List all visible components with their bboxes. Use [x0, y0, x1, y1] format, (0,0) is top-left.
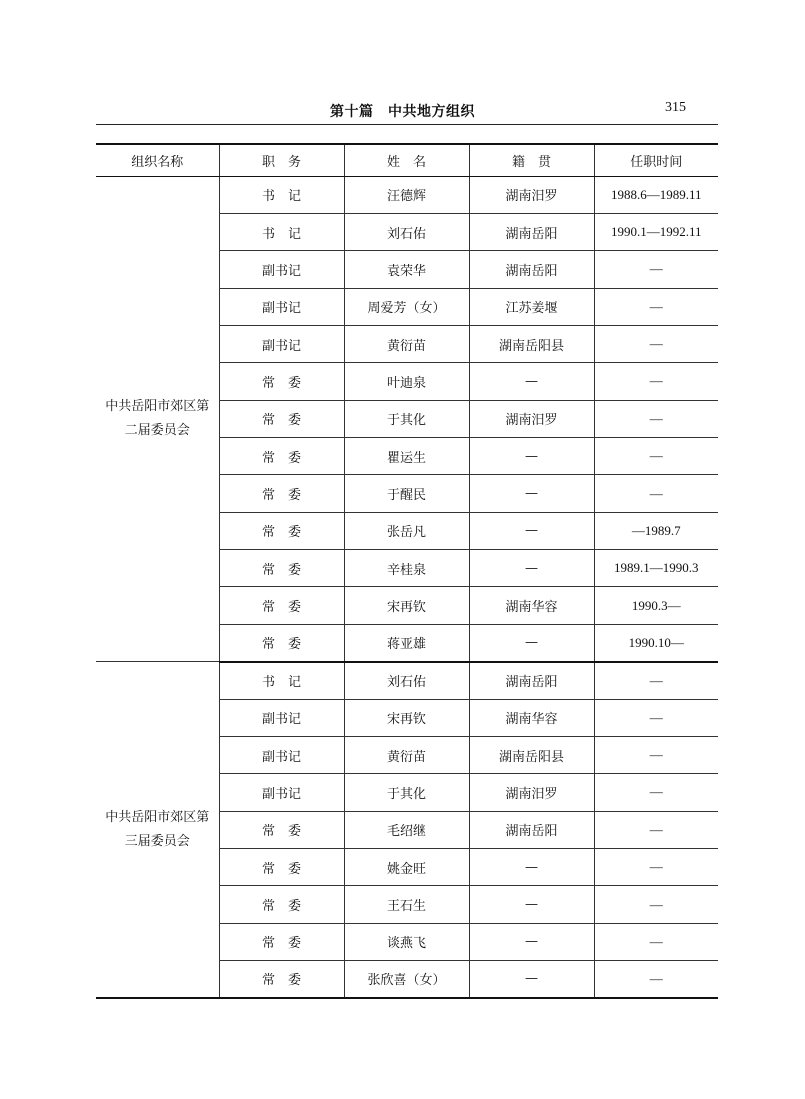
- term-cell: —: [594, 699, 718, 736]
- native-place-cell: 湖南汨罗: [469, 774, 594, 811]
- native-place-cell: 湖南汨罗: [469, 176, 594, 213]
- native-place-cell: —: [469, 961, 594, 998]
- term-cell: —: [594, 923, 718, 960]
- native-place-cell: —: [469, 923, 594, 960]
- column-header-term: 任职时间: [594, 144, 718, 176]
- org-name-cell: 中共岳阳市郊区第二届委员会: [96, 176, 219, 662]
- term-cell: —: [594, 886, 718, 923]
- term-cell: 1990.3—: [594, 587, 718, 624]
- position-cell: 常 委: [219, 923, 344, 960]
- name-cell: 汪德辉: [344, 176, 469, 213]
- name-cell: 宋再钦: [344, 699, 469, 736]
- table-row: [96, 176, 718, 213]
- term-cell: —: [594, 961, 718, 998]
- name-cell: 宋再钦: [344, 587, 469, 624]
- position-cell: 副书记: [219, 774, 344, 811]
- position-cell: 副书记: [219, 288, 344, 325]
- name-cell: 袁荣华: [344, 251, 469, 288]
- position-cell: 副书记: [219, 699, 344, 736]
- name-cell: 谈燕飞: [344, 923, 469, 960]
- position-cell: 书 记: [219, 176, 344, 213]
- position-cell: 常 委: [219, 400, 344, 437]
- column-header-name: 姓 名: [344, 144, 469, 176]
- position-cell: 书 记: [219, 662, 344, 699]
- page-number: 315: [665, 100, 686, 115]
- position-cell: 常 委: [219, 512, 344, 549]
- native-place-cell: 湖南汨罗: [469, 400, 594, 437]
- committee-group: [96, 176, 718, 662]
- term-cell: —: [594, 363, 718, 400]
- table-row: [96, 662, 718, 699]
- name-cell: 于其化: [344, 400, 469, 437]
- position-cell: 副书记: [219, 325, 344, 362]
- term-cell: —: [594, 475, 718, 512]
- position-cell: 副书记: [219, 251, 344, 288]
- native-place-cell: 湖南岳阳: [469, 251, 594, 288]
- name-cell: 叶迪泉: [344, 363, 469, 400]
- term-cell: —: [594, 400, 718, 437]
- native-place-cell: —: [469, 848, 594, 885]
- term-cell: —: [594, 811, 718, 848]
- table-header-row: [96, 144, 718, 176]
- term-cell: —1989.7: [594, 512, 718, 549]
- name-cell: 刘石佑: [344, 213, 469, 250]
- native-place-cell: —: [469, 438, 594, 475]
- native-place-cell: —: [469, 624, 594, 661]
- name-cell: 毛绍继: [344, 811, 469, 848]
- page-header-title: 第十篇 中共地方组织: [330, 104, 475, 120]
- term-cell: 1989.1—1990.3: [594, 550, 718, 587]
- native-place-cell: 湖南岳阳县: [469, 736, 594, 773]
- term-cell: —: [594, 325, 718, 362]
- native-place-cell: 江苏姜堰: [469, 288, 594, 325]
- native-place-cell: —: [469, 512, 594, 549]
- term-cell: —: [594, 774, 718, 811]
- native-place-cell: 湖南岳阳县: [469, 325, 594, 362]
- position-cell: 常 委: [219, 550, 344, 587]
- org-name-cell: 中共岳阳市郊区第三届委员会: [96, 662, 219, 998]
- term-cell: —: [594, 662, 718, 699]
- position-cell: 常 委: [219, 848, 344, 885]
- name-cell: 于其化: [344, 774, 469, 811]
- name-cell: 瞿运生: [344, 438, 469, 475]
- column-header-position: 职 务: [219, 144, 344, 176]
- term-cell: 1990.1—1992.11: [594, 213, 718, 250]
- position-cell: 常 委: [219, 363, 344, 400]
- term-cell: —: [594, 848, 718, 885]
- name-cell: 姚金旺: [344, 848, 469, 885]
- position-cell: 常 委: [219, 886, 344, 923]
- name-cell: 黄衍苗: [344, 736, 469, 773]
- native-place-cell: 湖南华容: [469, 587, 594, 624]
- position-cell: 常 委: [219, 475, 344, 512]
- name-cell: 蒋亚雄: [344, 624, 469, 661]
- name-cell: 刘石佑: [344, 662, 469, 699]
- name-cell: 黄衍苗: [344, 325, 469, 362]
- position-cell: 常 委: [219, 438, 344, 475]
- name-cell: 张岳凡: [344, 512, 469, 549]
- position-cell: 常 委: [219, 587, 344, 624]
- native-place-cell: 湖南岳阳: [469, 811, 594, 848]
- name-cell: 周爱芳（女）: [344, 288, 469, 325]
- committee-group: [96, 662, 718, 998]
- native-place-cell: 湖南华容: [469, 699, 594, 736]
- native-place-cell: —: [469, 886, 594, 923]
- term-cell: —: [594, 438, 718, 475]
- name-cell: 张欣喜（女）: [344, 961, 469, 998]
- name-cell: 辛桂泉: [344, 550, 469, 587]
- term-cell: 1990.10—: [594, 624, 718, 661]
- column-header-native: 籍 贯: [469, 144, 594, 176]
- position-cell: 书 记: [219, 213, 344, 250]
- term-cell: —: [594, 251, 718, 288]
- term-cell: 1988.6—1989.11: [594, 176, 718, 213]
- committee-roster-table: [96, 143, 718, 999]
- position-cell: 常 委: [219, 961, 344, 998]
- native-place-cell: 湖南岳阳: [469, 662, 594, 699]
- native-place-cell: —: [469, 550, 594, 587]
- term-cell: —: [594, 288, 718, 325]
- native-place-cell: 湖南岳阳: [469, 213, 594, 250]
- name-cell: 于醒民: [344, 475, 469, 512]
- native-place-cell: —: [469, 475, 594, 512]
- header-rule: [96, 124, 718, 125]
- name-cell: 王石生: [344, 886, 469, 923]
- position-cell: 常 委: [219, 811, 344, 848]
- position-cell: 副书记: [219, 736, 344, 773]
- column-header-org: 组织名称: [96, 144, 219, 176]
- position-cell: 常 委: [219, 624, 344, 661]
- term-cell: —: [594, 736, 718, 773]
- native-place-cell: —: [469, 363, 594, 400]
